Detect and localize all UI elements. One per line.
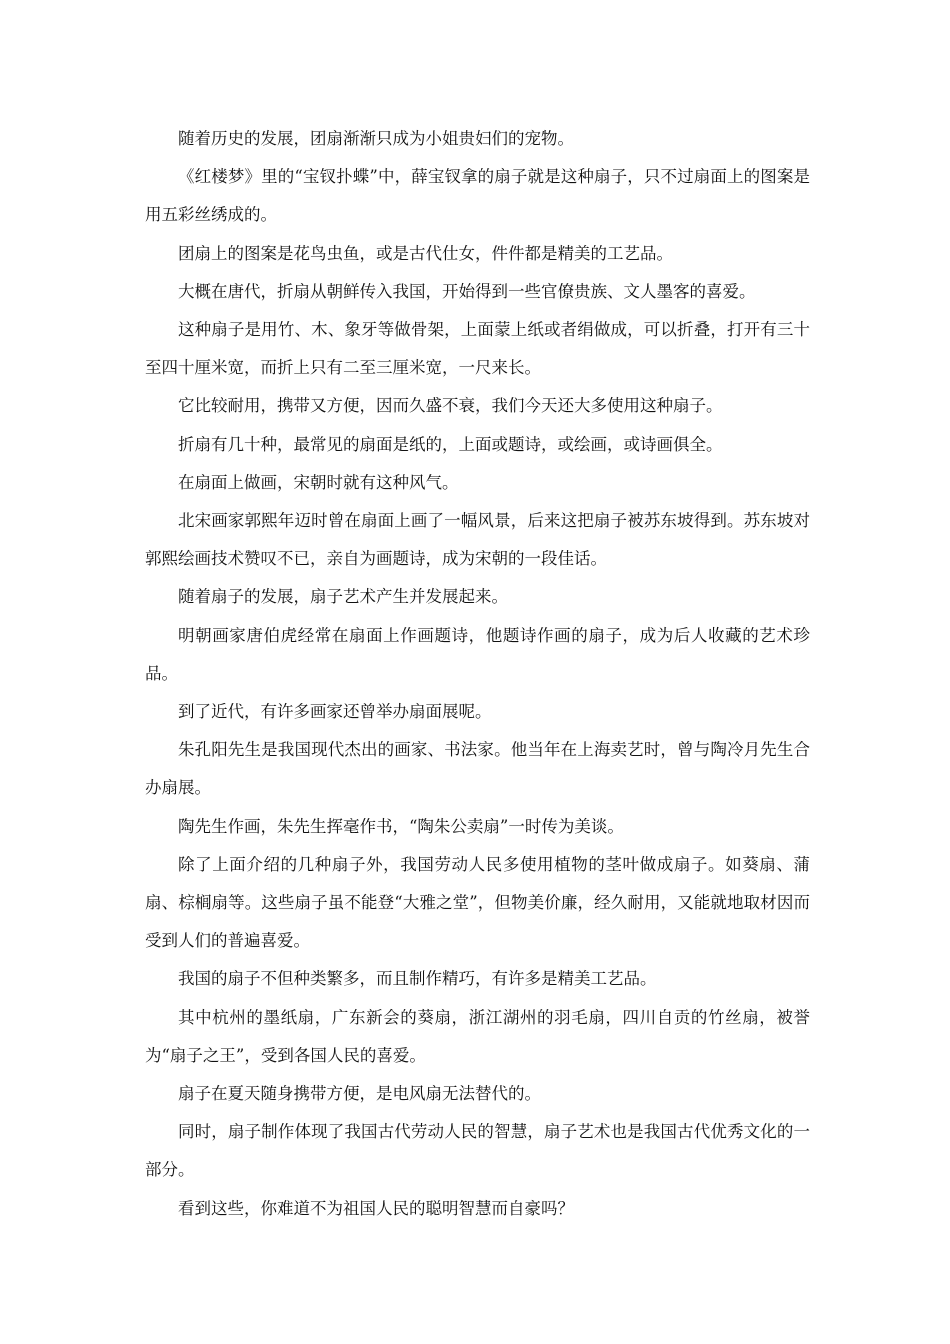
article-body xyxy=(145,120,810,1228)
paragraph: 同时，扇子制作体现了我国古代劳动人民的智慧，扇子艺术也是我国古代优秀文化的一部分。 xyxy=(145,1122,810,1180)
paragraph: 《红楼梦》里的“宝钗扑蝶”中，薛宝钗拿的扇子就是这种扇子，只不过扇面上的图案是用五彩丝绣成的。 xyxy=(145,167,810,225)
paragraph: 它比较耐用，携带又方便，因而久盛不衰，我们今天还大多使用这种扇子。 xyxy=(178,396,723,416)
paragraph: 大概在唐代，折扇从朝鲜传入我国，开始得到一些官僚贵族、文人墨客的喜爱。 xyxy=(178,281,756,301)
paragraph: 在扇面上做画，宋朝时就有这种风气。 xyxy=(178,472,459,492)
paragraph: 明朝画家唐伯虎经常在扇面上作画题诗，他题诗作画的扇子，成为后人收藏的艺术珍品。 xyxy=(145,625,810,683)
paragraph: 到了近代，有许多画家还曾举办扇面展呢。 xyxy=(178,702,492,722)
paragraph: 这种扇子是用竹、木、象牙等做骨架，上面蒙上纸或者绢做成，可以折叠，打开有三十至四十厘米宽，而折上只有二至三厘米宽，一尺来长。 xyxy=(145,320,810,378)
paragraph: 随着扇子的发展，扇子艺术产生并发展起来。 xyxy=(178,587,508,607)
paragraph: 我国的扇子不但种类繁多，而且制作精巧，有许多是精美工艺品。 xyxy=(178,969,657,989)
paragraph: 扇子在夏天随身携带方便，是电风扇无法替代的。 xyxy=(178,1084,541,1104)
paragraph: 朱孔阳先生是我国现代杰出的画家、书法家。他当年在上海卖艺时，曾与陶冷月先生合办扇展。 xyxy=(145,740,810,798)
paragraph: 随着历史的发展，团扇渐渐只成为小姐贵妇们的宠物。 xyxy=(178,129,574,148)
paragraph: 团扇上的图案是花鸟虫鱼，或是古代仕女，件件都是精美的工艺品。 xyxy=(178,243,673,263)
paragraph: 其中杭州的墨纸扇，广东新会的葵扇，浙江湖州的羽毛扇，四川自贡的竹丝扇，被誉为“扇子之王”，受到各国人民的喜爱。 xyxy=(145,1007,810,1065)
paragraph: 北宋画家郭熙年迈时曾在扇面上画了一幅风景，后来这把扇子被苏东坡得到。苏东坡对郭熙绘画技术赞叹不已，亲自为画题诗，成为宋朝的一段佳话。 xyxy=(145,511,810,569)
paragraph: 折扇有几十种，最常见的扇面是纸的，上面或题诗，或绘画，或诗画俱全。 xyxy=(178,434,723,454)
paragraph: 陶先生作画，朱先生挥毫作书，“陶朱公卖扇”一时传为美谈。 xyxy=(178,816,624,836)
paragraph: 看到这些，你难道不为祖国人民的聪明智慧而自豪吗？ xyxy=(178,1198,574,1218)
paragraph: 除了上面介绍的几种扇子外，我国劳动人民多使用植物的茎叶做成扇子。如葵扇、蒲扇、棕榈扇等。这些扇子虽不能登“大雅之堂”，但物美价廉，经久耐用，又能就地取材因而受到人们的普遍喜爱。 xyxy=(145,854,810,951)
